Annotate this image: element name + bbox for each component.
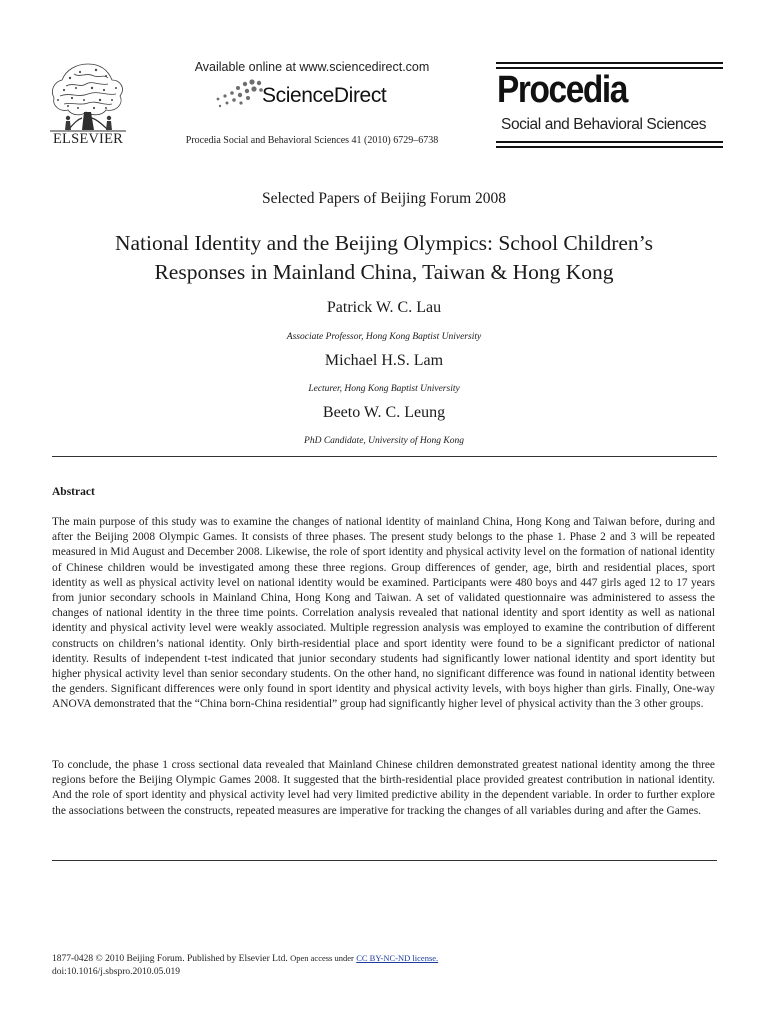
abstract-paragraph: To conclude, the phase 1 cross sectional data revealed that Mainland Chinese children demonstrated greatest national identity among the three regions before the Beijing Olympic Games 2008. It suggested that the birth-residential place provided greatest contribution in national identity. And the role of sport identity and physical activity level had very limited predictive ability in the dependent variable. In order to further explore the associations between the constructs, repeated measures are imperative for tracking the changes of all variables during and after the Games. — [52, 759, 715, 817]
procedia-subtitle: Social and Behavioral Sciences — [501, 116, 707, 133]
elsevier-wordmark: ELSEVIER — [52, 131, 124, 147]
paper-title-line-1: National Identity and the Beijing Olympics: School Children’s — [114, 231, 654, 255]
abstract-paragraph: The main purpose of this study was to examine the changes of national identity of mainland China, Hong Kong and Taiwan before, during and after the Beijing 2008 Olympic Games. It consists of three phases. The present study belongs to the phase 1. Phase 2 and 3 will be repeated measured in Mid August and December 2008. Likewise, the role of sport identity and physical activity level on the formation of national identity of Chinese children would be investigated among these three regions. Group differences of gender, age, birth and residential places, sport identity as well as physical activity level on national identity would be examined. Participants were 480 boys and 447 girls aged 12 to 17 years from junior secondary schools in Mainland China, Hong Kong and Taiwan. A set of validated questionnaire was administered to assess the changes of national identity in the three time points. Correlation analysis revealed that national identity and sport identity as well as national identity and physical activity level were weakly associated. Multiple regression analysis was employed to examine the contribution of different constructs on children’s national identity. Only birth-residential place and sport identity were found to be a significant predictor of national identity. Results of independent t-test indicated that junior secondary students had significantly lower national identity and sport identity but higher physical activity level than senior secondary students. On the other hand, no significant difference was found in national identity between the genders. Significant differences were only found in sport identity and physical activity levels, with boys higher than girls. Finally, One-way ANOVA demonstrated that the “China born-China residential” group had significantly higher level of physical activity than the 3 other groups. — [52, 516, 715, 711]
issn-copyright: 1877-0428 © 2010 Beijing Forum. Published by Elsevier Ltd. — [52, 954, 288, 964]
paper-title — [52, 229, 716, 287]
divider — [52, 860, 717, 861]
copyright-line — [52, 953, 438, 964]
author-affiliation: Associate Professor, Hong Kong Baptist University — [286, 332, 482, 342]
procedia-wordmark: Procedia — [497, 69, 627, 111]
license-link[interactable]: CC BY-NC-ND license. — [356, 953, 439, 963]
journal-reference: Procedia Social and Behavioral Sciences 41 (2010) 6729–6738 — [185, 135, 439, 146]
procedia-bottom-rule-2 — [496, 146, 723, 148]
divider — [52, 456, 717, 457]
abstract-heading: Abstract — [52, 486, 95, 498]
paper-title-line-2: Responses in Mainland China, Taiwan & Hong Kong — [154, 260, 614, 284]
available-online-text[interactable]: Available online at www.sciencedirect.com — [194, 60, 430, 74]
author-name: Patrick W. C. Lau — [326, 299, 442, 316]
author-affiliation: PhD Candidate, University of Hong Kong — [304, 436, 464, 446]
procedia-top-rule-1 — [496, 62, 723, 64]
sciencedirect-wordmark: ScienceDirect — [262, 84, 387, 107]
author-name: Beeto W. C. Leung — [322, 404, 446, 421]
author-affiliation: Lecturer, Hong Kong Baptist University — [308, 384, 460, 394]
open-access-label: Open access under — [290, 953, 354, 963]
series-heading: Selected Papers of Beijing Forum 2008 — [261, 190, 507, 207]
author-name: Michael H.S. Lam — [324, 352, 444, 369]
doi[interactable]: doi:10.1016/j.sbspro.2010.05.019 — [52, 967, 180, 977]
procedia-bottom-rule-1 — [496, 141, 723, 143]
sciencedirect-dots-icon — [212, 76, 264, 110]
